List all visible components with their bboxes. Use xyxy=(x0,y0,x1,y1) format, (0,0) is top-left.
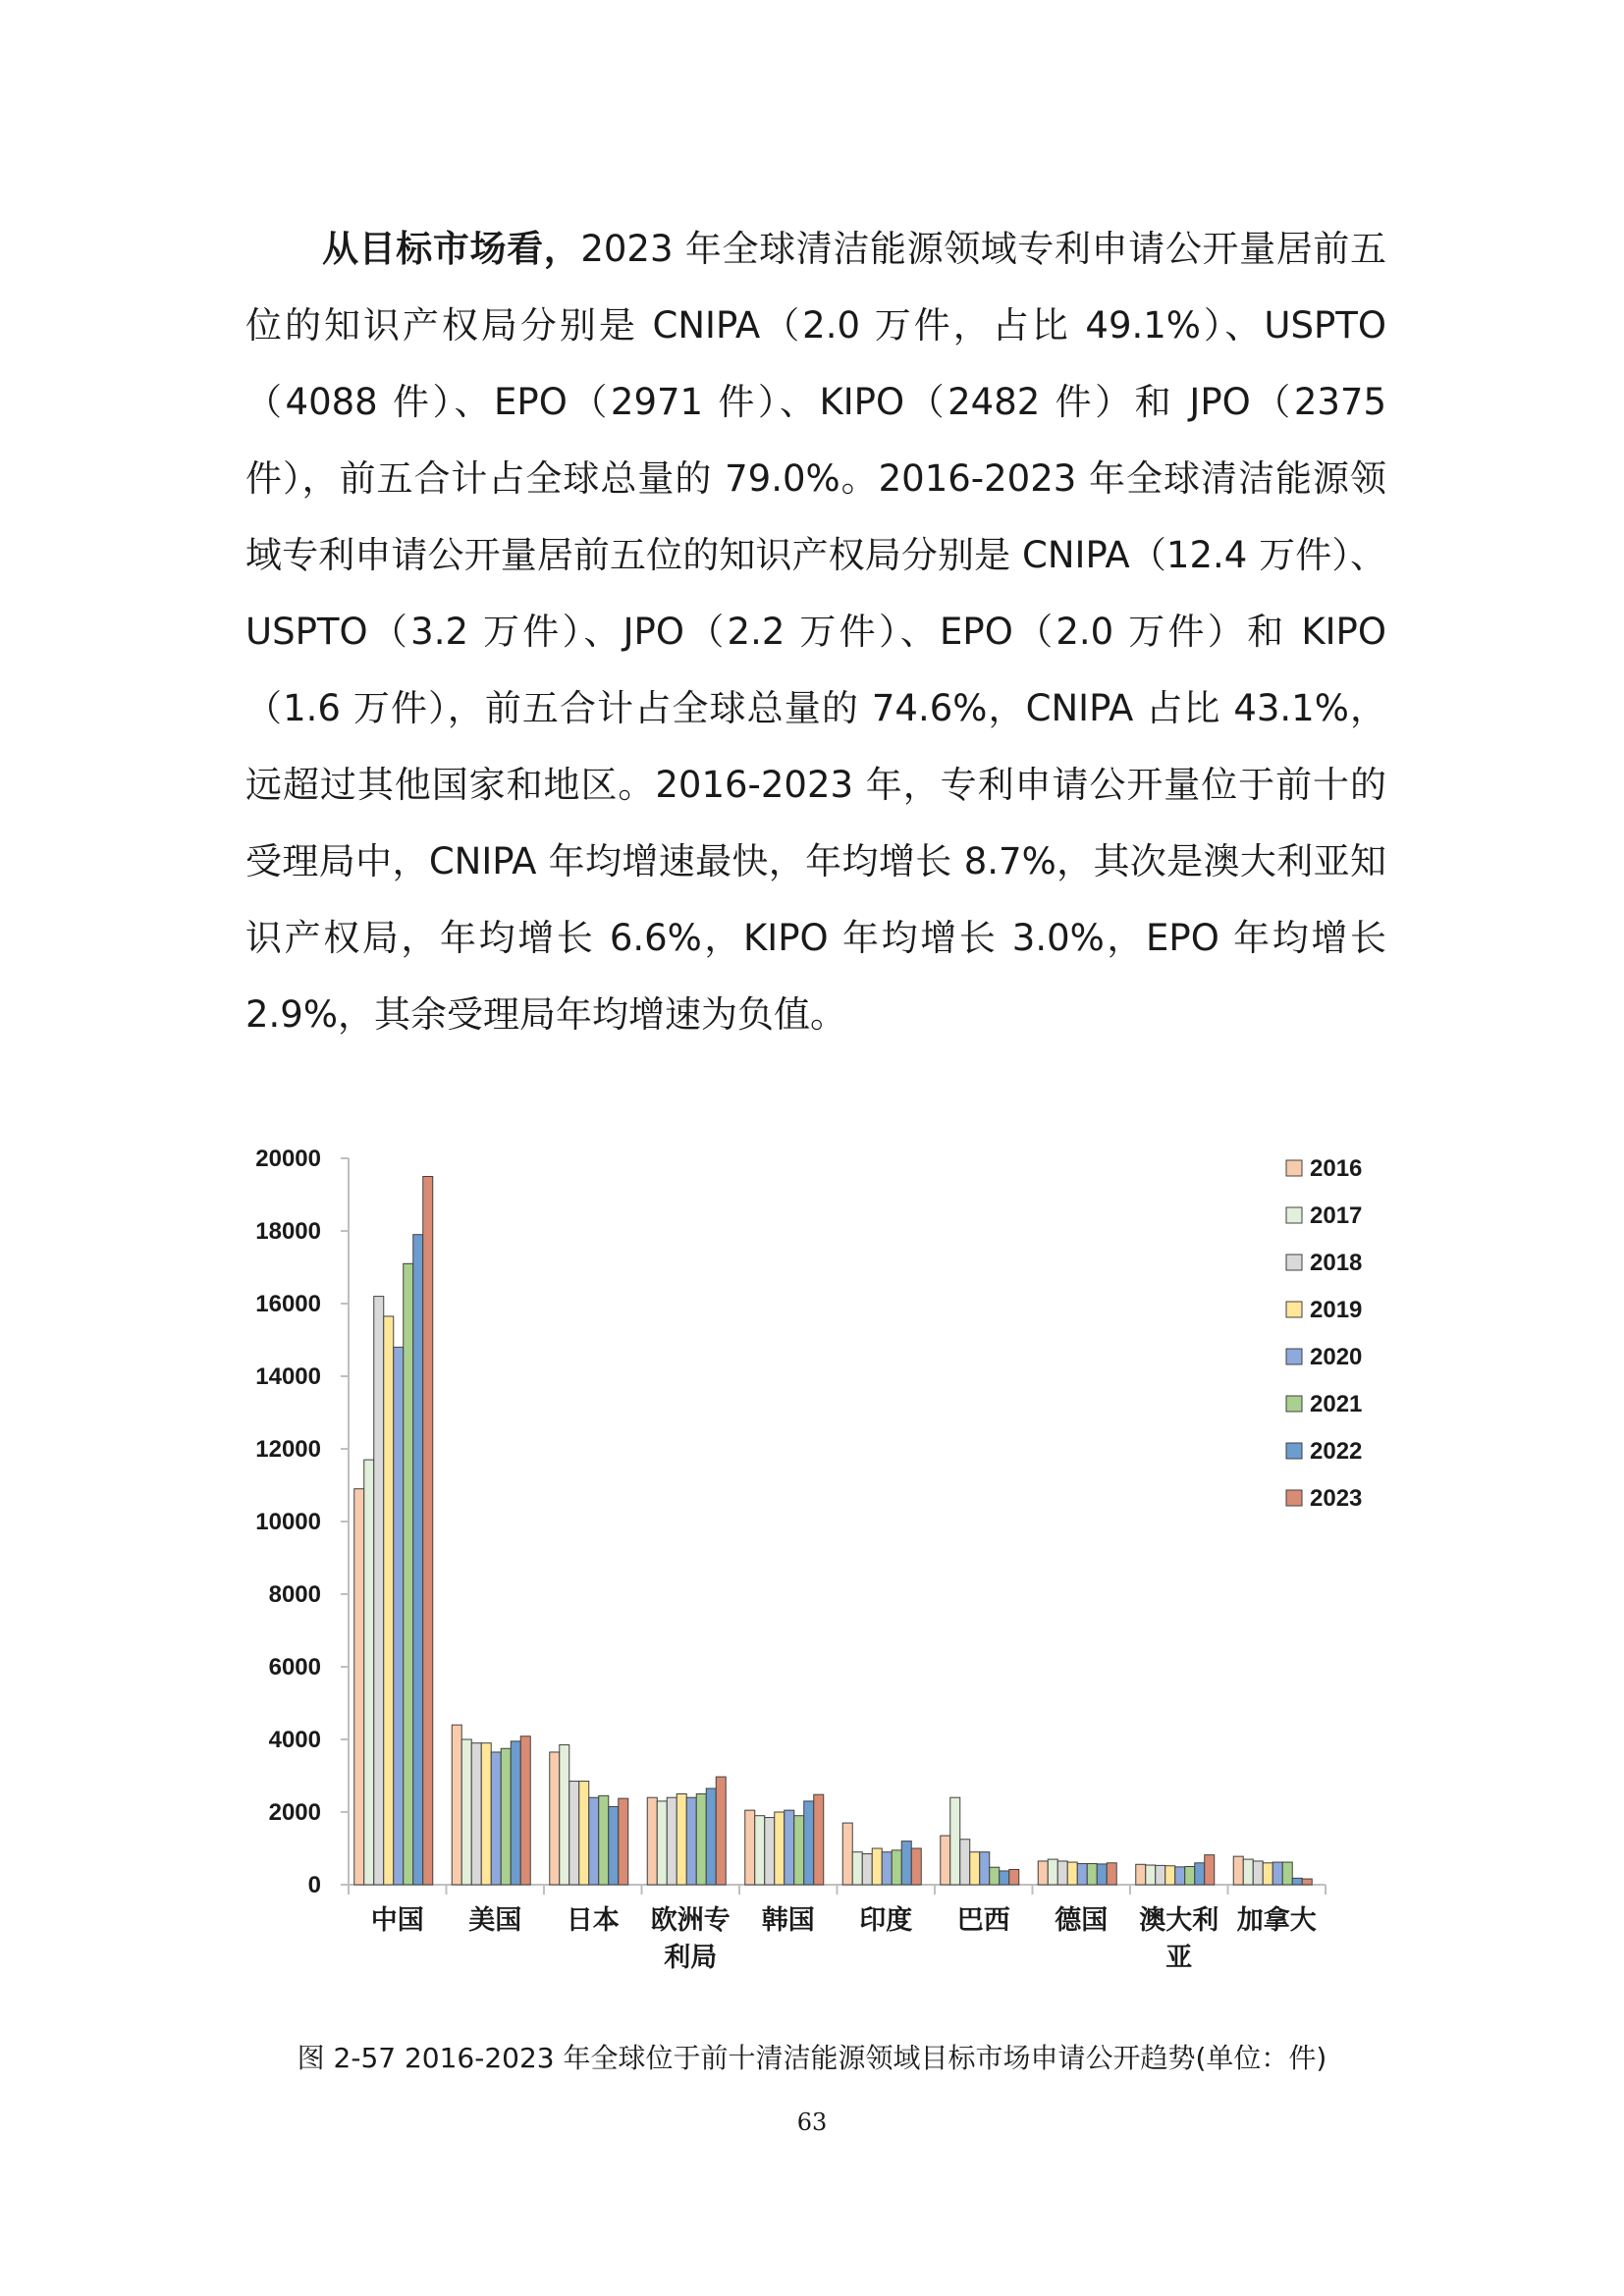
x-category-label: 欧洲专 xyxy=(650,1905,731,1936)
x-category-label: 美国 xyxy=(468,1905,522,1936)
legend-swatch-2023 xyxy=(1286,1490,1302,1506)
bar-2023-6 xyxy=(1009,1869,1019,1885)
bar-2022-4 xyxy=(804,1801,814,1885)
bar-2017-8 xyxy=(1146,1865,1156,1885)
bar-2019-7 xyxy=(1067,1862,1077,1885)
legend-label-2020: 2020 xyxy=(1310,1344,1363,1370)
legend-label-2022: 2022 xyxy=(1310,1438,1363,1465)
bar-2019-5 xyxy=(872,1848,882,1885)
bar-2021-8 xyxy=(1185,1867,1195,1886)
bar-2022-7 xyxy=(1097,1864,1107,1885)
y-tick-label: 2000 xyxy=(268,1799,321,1826)
legend-swatch-2018 xyxy=(1286,1255,1302,1270)
bar-2023-2 xyxy=(619,1798,628,1885)
legend-swatch-2021 xyxy=(1286,1396,1302,1412)
legend-label-2018: 2018 xyxy=(1310,1250,1363,1276)
bar-2023-3 xyxy=(716,1777,726,1885)
bar-2019-9 xyxy=(1263,1863,1272,1885)
paragraph-lead: 从目标市场看， xyxy=(322,228,581,270)
legend-label-2021: 2021 xyxy=(1310,1391,1363,1417)
bar-2020-1 xyxy=(491,1752,501,1885)
bar-2018-4 xyxy=(765,1818,775,1885)
bar-2016-0 xyxy=(354,1489,364,1885)
bar-2019-3 xyxy=(677,1794,686,1886)
bar-2016-8 xyxy=(1136,1864,1146,1885)
bar-2018-5 xyxy=(862,1854,872,1885)
bar-2018-9 xyxy=(1253,1861,1263,1885)
bar-2020-5 xyxy=(882,1852,892,1885)
bar-2016-1 xyxy=(452,1725,461,1885)
bar-2023-1 xyxy=(520,1736,530,1885)
legend-label-2023: 2023 xyxy=(1310,1485,1363,1512)
y-tick-label: 20000 xyxy=(255,1146,321,1172)
bar-2017-4 xyxy=(755,1816,765,1885)
bar-2023-7 xyxy=(1107,1863,1116,1885)
bar-2021-4 xyxy=(794,1816,804,1885)
bar-2020-6 xyxy=(980,1852,990,1885)
bar-2022-1 xyxy=(511,1741,520,1885)
bar-2022-9 xyxy=(1292,1878,1302,1885)
bar-2017-1 xyxy=(461,1739,471,1885)
y-tick-label: 4000 xyxy=(268,1727,321,1753)
y-tick-label: 8000 xyxy=(268,1581,321,1608)
bar-2022-6 xyxy=(1000,1871,1009,1885)
bar-2019-1 xyxy=(481,1743,491,1885)
bar-2016-9 xyxy=(1233,1856,1243,1885)
bar-2018-1 xyxy=(471,1743,481,1885)
body-paragraph xyxy=(245,211,1386,1053)
y-tick-label: 6000 xyxy=(268,1654,321,1681)
bar-2018-6 xyxy=(960,1840,970,1885)
bar-2018-0 xyxy=(374,1297,384,1885)
legend-swatch-2019 xyxy=(1286,1302,1302,1317)
bar-2016-2 xyxy=(550,1752,560,1885)
bar-2017-5 xyxy=(852,1852,862,1885)
bar-2017-9 xyxy=(1243,1859,1253,1885)
x-category-label: 澳大利 xyxy=(1139,1905,1219,1936)
bar-2021-0 xyxy=(404,1263,413,1885)
bar-2022-0 xyxy=(413,1235,423,1885)
bar-2022-2 xyxy=(609,1806,619,1885)
bar-2019-6 xyxy=(970,1852,980,1885)
bar-2023-5 xyxy=(911,1848,921,1885)
bar-2018-2 xyxy=(569,1782,579,1885)
legend-label-2017: 2017 xyxy=(1310,1202,1363,1229)
x-category-label: 德国 xyxy=(1055,1905,1109,1936)
legend-swatch-2016 xyxy=(1286,1160,1302,1176)
bar-2021-9 xyxy=(1282,1862,1292,1885)
bar-2019-2 xyxy=(579,1782,589,1885)
bar-2016-5 xyxy=(842,1823,852,1885)
y-tick-label: 10000 xyxy=(255,1509,321,1535)
y-tick-label: 12000 xyxy=(255,1436,321,1463)
bar-2016-7 xyxy=(1038,1861,1048,1885)
legend-swatch-2020 xyxy=(1286,1349,1302,1364)
bar-2020-9 xyxy=(1272,1862,1282,1885)
bar-2020-4 xyxy=(785,1810,794,1885)
bar-2019-4 xyxy=(775,1812,785,1885)
bar-2020-7 xyxy=(1077,1864,1087,1885)
figure-caption: 图 2-57 2016-2023 年全球位于前十清洁能源领域目标市场申请公开趋势(单位：件) xyxy=(297,2042,1327,2074)
bar-2023-8 xyxy=(1205,1855,1215,1885)
bar-2016-4 xyxy=(745,1810,755,1885)
bar-2019-0 xyxy=(384,1316,394,1885)
bar-2020-8 xyxy=(1175,1867,1185,1885)
bar-2022-5 xyxy=(901,1842,911,1885)
bar-2023-4 xyxy=(814,1794,824,1885)
bar-2019-8 xyxy=(1165,1866,1175,1885)
x-category-label: 韩国 xyxy=(761,1905,815,1936)
x-category-label: 中国 xyxy=(370,1905,424,1936)
bar-2016-6 xyxy=(941,1836,950,1885)
paragraph-body: 2023 年全球清洁能源领域专利申请公开量居前五位的知识产权局分别是 CNIPA（2.0 万件，占比 49.1%）、USPTO（4088 件）、EPO（2971 件）、KIPO（2482 件）和 JPO（2375 件），前五合计占全球总量的 79.0%。2016-2023 年全球清洁能源领域专利申请公开量居前五位的知识产权局分别是 CNIPA（12.4 万件）、USPTO（3.2 万件）、JPO（2.2 万件）、EPO（2.0 万件）和 KIPO（1.6 万件），前五合计占全球总量的 74.6%，CNIPA 占比 43.1%，远超过其他国家和地区。2016-2023 年，专利申请公开量位于前十的受理局中，CNIPA 年均增速最快，年均增长 8.7%，其次是澳大利亚知识产权局，年均增长 6.6%，KIPO 年均增长 3.0%，EPO 年均增长 2.9%，其余受理局年均增速为负值。 xyxy=(245,228,1386,1036)
y-tick-label: 14000 xyxy=(255,1363,321,1390)
bar-2023-0 xyxy=(423,1177,433,1886)
y-tick-label: 16000 xyxy=(255,1291,321,1317)
bar-2023-9 xyxy=(1302,1879,1312,1885)
bar-2021-3 xyxy=(696,1794,706,1886)
bar-2020-0 xyxy=(394,1347,404,1885)
y-tick-label: 18000 xyxy=(255,1218,321,1245)
bar-2020-3 xyxy=(686,1797,696,1885)
bar-chart xyxy=(226,1119,1404,1983)
bar-2021-5 xyxy=(892,1850,901,1885)
legend-swatch-2022 xyxy=(1286,1443,1302,1459)
bar-2017-3 xyxy=(657,1801,667,1885)
bar-2020-2 xyxy=(589,1797,599,1885)
bar-2022-8 xyxy=(1195,1863,1205,1885)
bar-2017-2 xyxy=(560,1745,569,1885)
page-number: 63 xyxy=(796,2109,828,2136)
bar-2017-6 xyxy=(950,1797,960,1885)
y-tick-label: 0 xyxy=(307,1872,321,1898)
x-category-label: 加拿大 xyxy=(1236,1905,1317,1936)
legend-swatch-2017 xyxy=(1286,1207,1302,1223)
bar-2018-3 xyxy=(667,1797,677,1885)
x-category-label: 日本 xyxy=(566,1905,620,1936)
legend-label-2019: 2019 xyxy=(1310,1297,1363,1323)
bar-2017-7 xyxy=(1048,1859,1057,1885)
bar-2021-6 xyxy=(990,1867,1000,1885)
x-category-label: 印度 xyxy=(859,1905,913,1936)
bar-2018-8 xyxy=(1156,1865,1165,1885)
x-category-label: 亚 xyxy=(1165,1943,1193,1973)
bar-2018-7 xyxy=(1057,1861,1067,1885)
bar-2021-2 xyxy=(599,1795,609,1885)
bar-2016-3 xyxy=(647,1797,657,1885)
x-category-label: 巴西 xyxy=(956,1905,1010,1936)
bar-2017-0 xyxy=(364,1460,374,1885)
bar-2021-1 xyxy=(501,1748,511,1885)
bar-2022-3 xyxy=(706,1789,716,1885)
bar-2021-7 xyxy=(1087,1864,1097,1885)
x-category-label: 利局 xyxy=(664,1943,718,1973)
legend-label-2016: 2016 xyxy=(1310,1155,1363,1182)
